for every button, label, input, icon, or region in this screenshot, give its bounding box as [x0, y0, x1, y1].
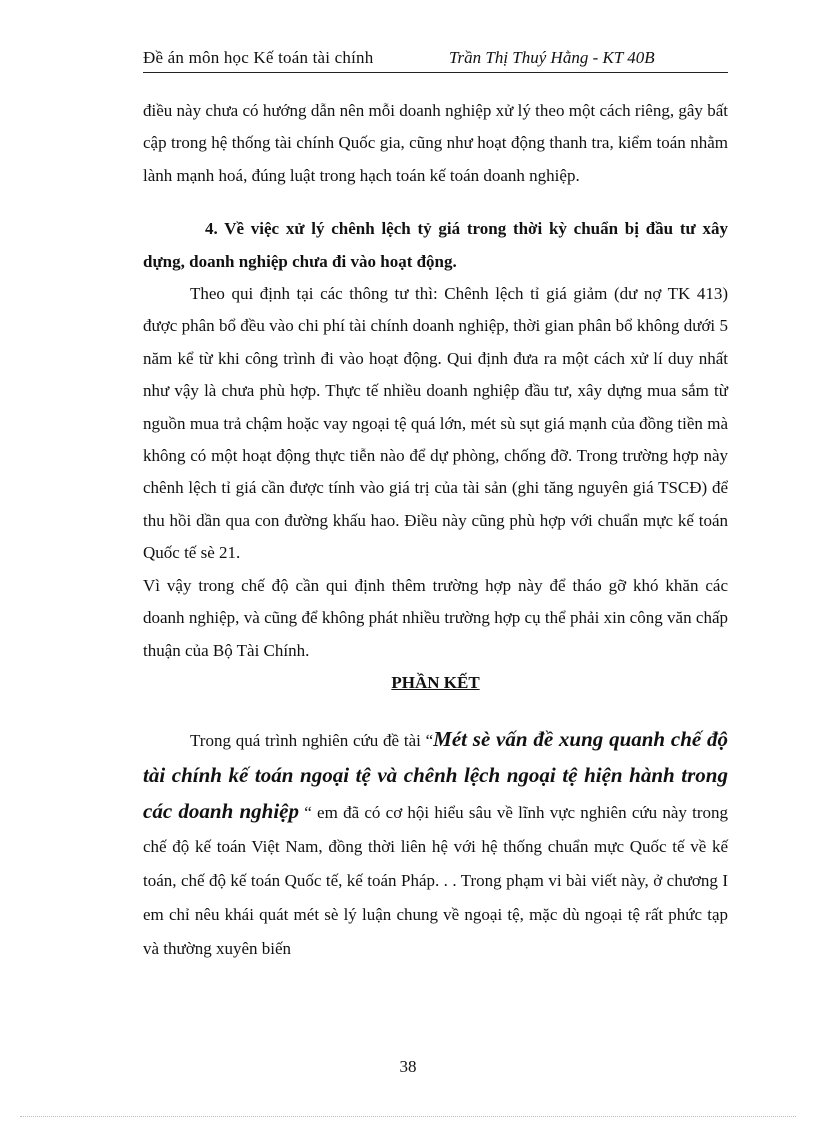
header-course-title: Đề án môn học Kế toán tài chính: [143, 48, 374, 67]
thesis-title: Mét sè vấn đề xung quanh chế độ tài chính kế toán ngoại tệ và chênh lệch ngoại tệ hiện hành trong các doanh nghiệp: [143, 727, 728, 824]
paragraph-regulation: Theo qui định tại các thông tư thì: Chênh lệch tỉ giá giảm (dư nợ TK 413) được phân bổ đều vào chi phí tài chính doanh nghiệp, thời gian phân bổ không dưới 5 năm kể từ khi công trình đi vào hoạt động. Qui định đưa ra một cách xử lí duy nhất như vậy là chưa phù hợp. Thực tế nhiều doanh nghiệp đầu tư, xây dựng mua sắm từ nguồn mua trả chậm hoặc vay ngoại tệ quá lớn, mét sù sụt giá mạnh của đồng tiền mà không có một hoạt động thực tiễn nào để dự phòng, chống đỡ. Trong trường hợp này chênh lệch tỉ giá cần được tính vào giá trị của tài sản (ghi tăng nguyên giá TSCĐ) để thu hồi dần qua con đường khấu hao. Điều này cũng phù hợp với chuẩn mực kế toán Quốc tế sè 21.: [143, 284, 728, 563]
conclusion-lead: Trong quá trình nghiên cứu đề tài “: [190, 731, 434, 751]
paragraph-recommendation: Vì vậy trong chế độ cần qui định thêm trường hợp này để tháo gỡ khó khăn các doanh nghiệp, và cũng để không phát nhiều trường hợp cụ thể phải xin công văn chấp thuận của Bộ Tài Chính.: [143, 575, 728, 660]
section-title-conclusion: PHẦN KẾT: [391, 672, 480, 692]
document-body: [143, 95, 728, 966]
paragraph-conclusion: [143, 722, 728, 966]
section-heading-4: 4. Về việc xử lý chênh lệch tỷ giá trong thời kỳ chuẩn bị đầu tư xây dựng, doanh nghiệp chưa đi vào hoạt động.: [143, 219, 728, 271]
page-header: [143, 46, 728, 73]
page-bottom-divider: [20, 1116, 796, 1117]
conclusion-rest: “ em đã có cơ hội hiểu sâu về lĩnh vực nghiên cứu này trong chế độ kế toán Việt Nam, đồng thời liên hệ với hệ thống chuẩn mực Quốc tế về kế toán, chế độ kế toán Quốc tế, kế toán Pháp. . . Trong phạm vi bài viết này, ở chương I em chỉ nêu khái quát mét sè lý luận chung về ngoại tệ, mặc dù ngoại tệ rất phức tạp và thường xuyên biến: [143, 803, 728, 959]
paragraph-intro: điều này chưa có hướng dẫn nên mỗi doanh nghiệp xử lý theo một cách riêng, gây bất cập trong hệ thống tài chính Quốc gia, cũng như hoạt động thanh tra, kiểm toán nhằm lành mạnh hoá, đúng luật trong hạch toán kế toán doanh nghiệp.: [143, 101, 728, 185]
header-author: Trần Thị Thuý Hằng - KT 40B: [449, 48, 655, 67]
page-number: 38: [399, 1057, 417, 1076]
